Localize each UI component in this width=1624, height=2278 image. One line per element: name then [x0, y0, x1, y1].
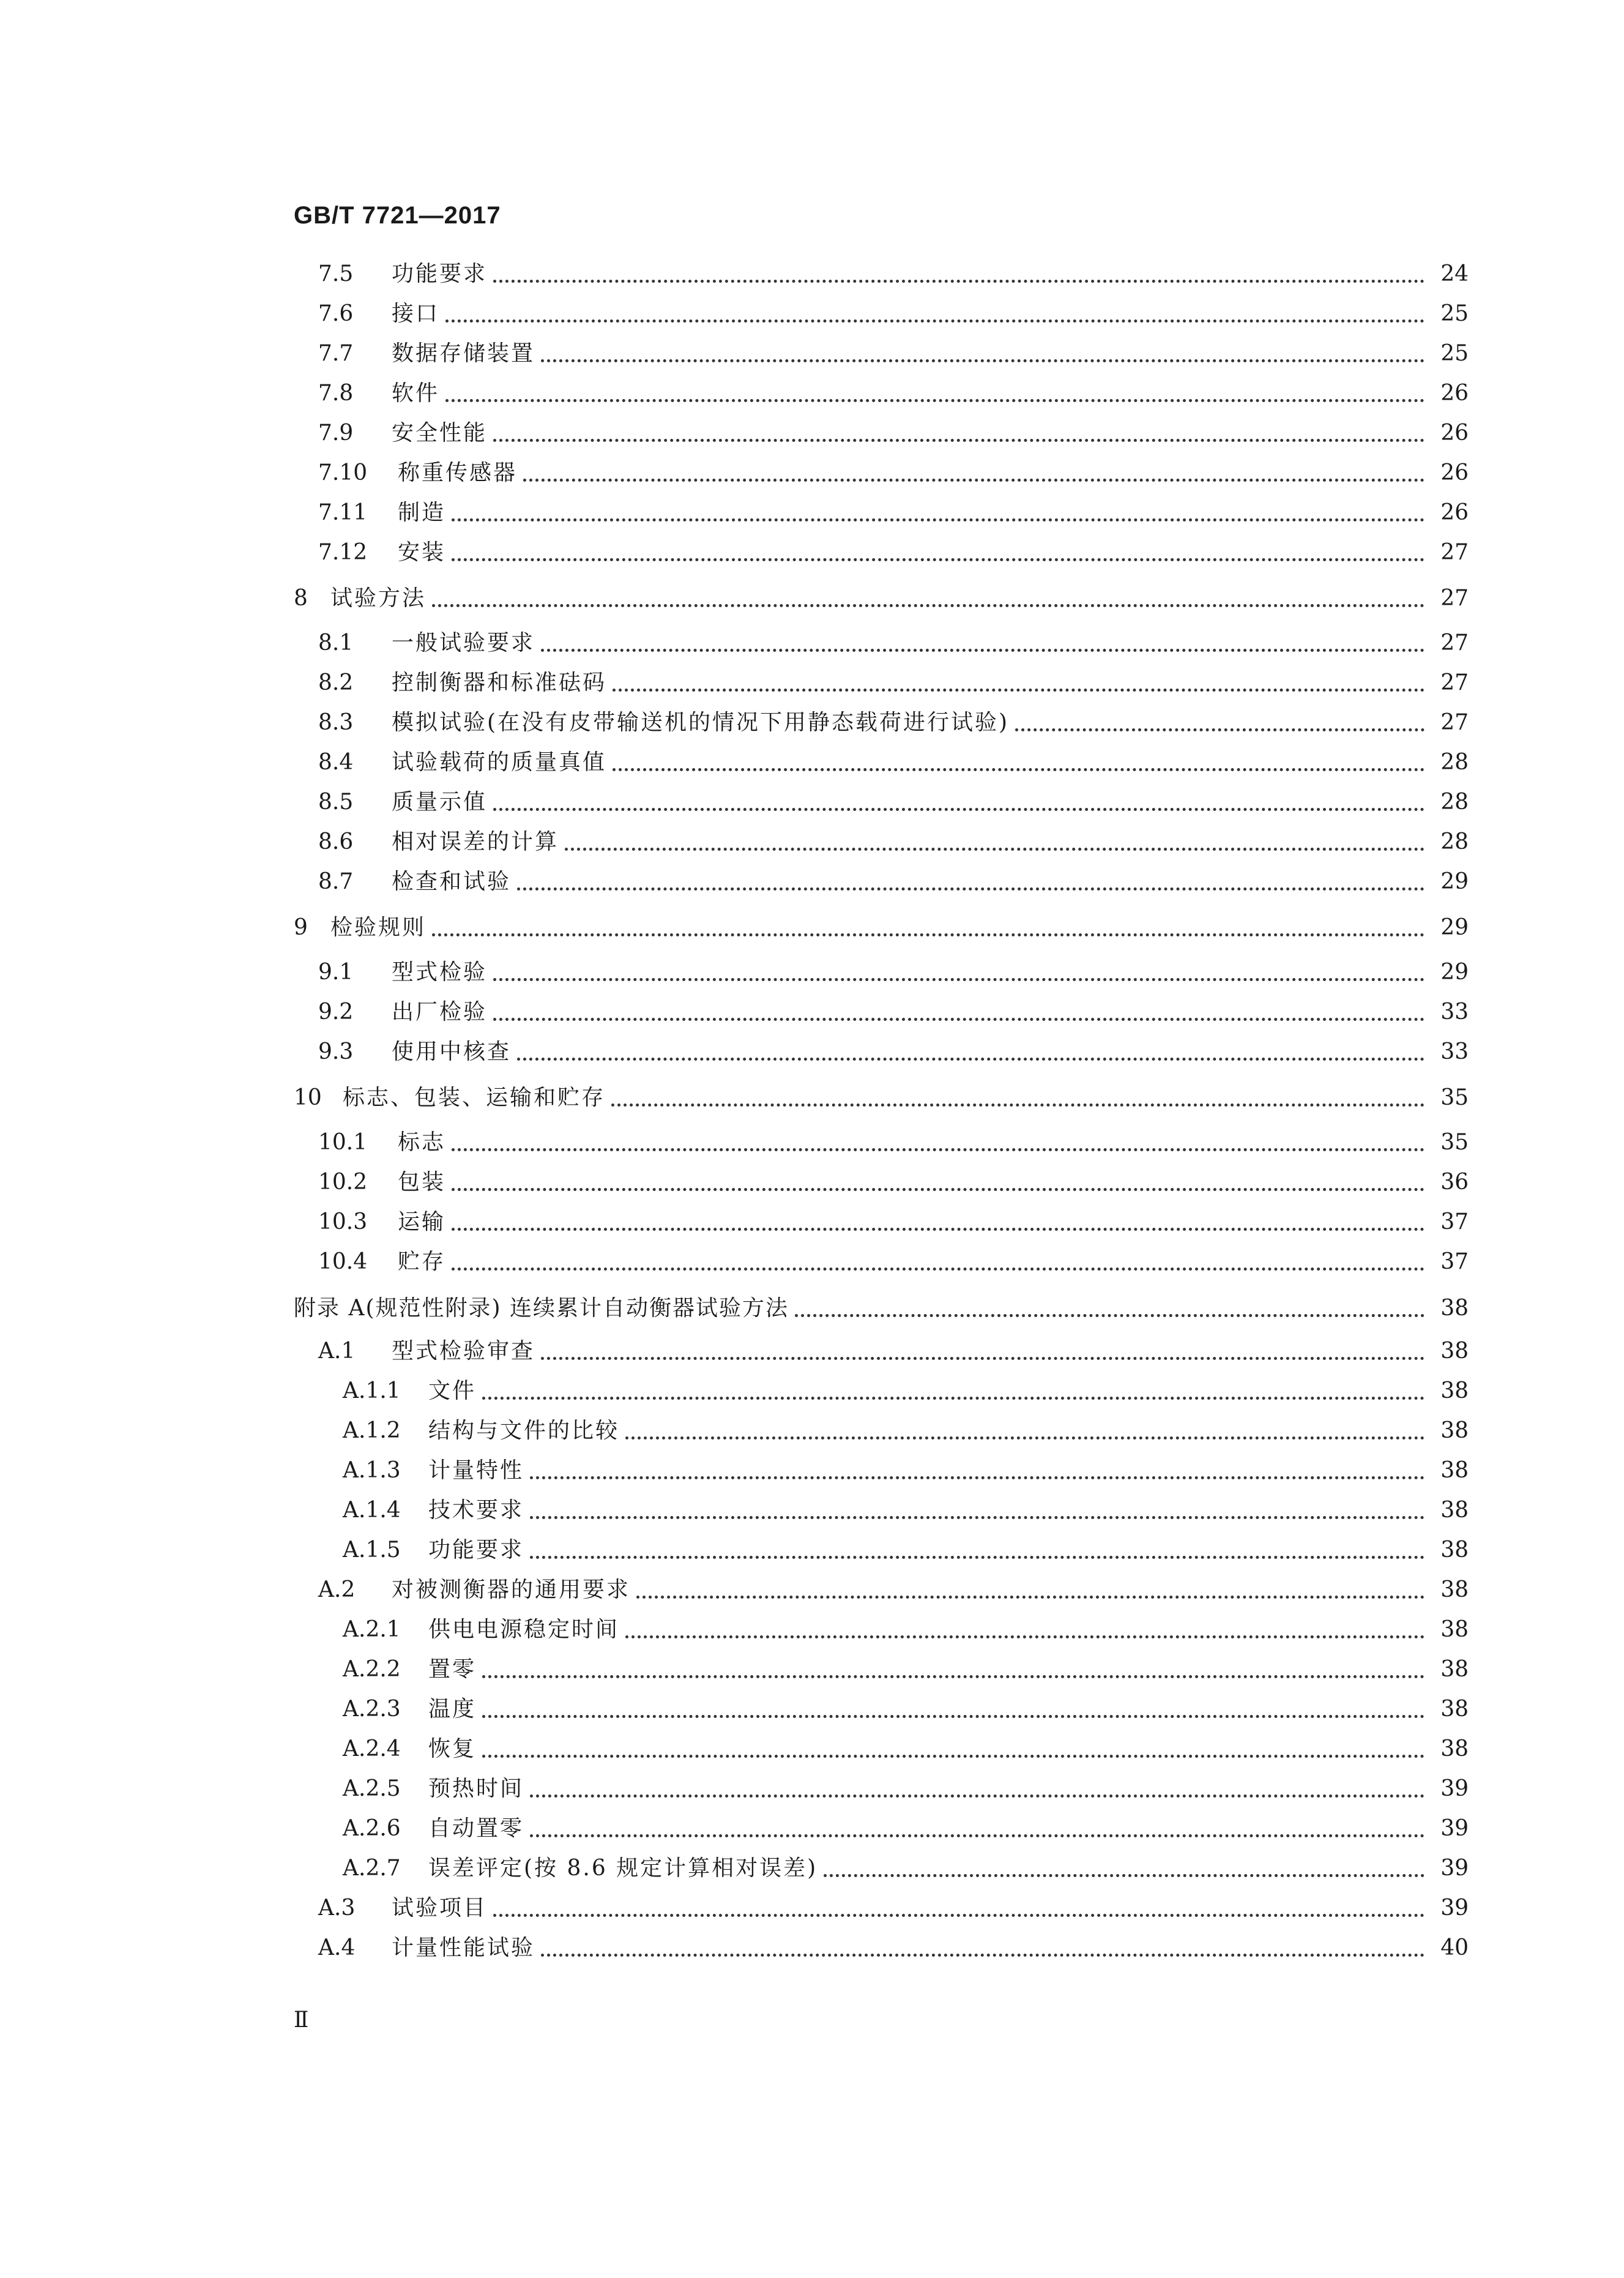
toc-entry-title: 一般试验要求	[392, 630, 535, 655]
toc-entry-page: 35	[1440, 1085, 1469, 1110]
toc-entry-title: 试验方法	[330, 586, 426, 611]
toc-entry-7-5[interactable]	[294, 257, 1469, 291]
toc-entry-7-11[interactable]	[294, 496, 1469, 530]
toc-leader-dots	[432, 604, 1425, 607]
toc-entry-title: 质量示值	[392, 790, 488, 815]
toc-leader-dots	[452, 1268, 1425, 1271]
toc-entry-8[interactable]	[294, 581, 1469, 616]
toc-entry-a-1-5[interactable]	[294, 1533, 1469, 1567]
toc-entry-9-3[interactable]	[294, 1035, 1469, 1069]
toc-entry-number: 8.3	[318, 710, 354, 735]
toc-entry-a-2-7[interactable]	[294, 1851, 1469, 1886]
toc-entry-8-1[interactable]	[294, 626, 1469, 660]
toc-entry-page: 38	[1440, 1736, 1469, 1761]
toc-entry-a-1-4[interactable]	[294, 1493, 1469, 1528]
toc-entry-title: 软件	[392, 381, 440, 406]
toc-entry-number: 7.11	[318, 500, 368, 525]
toc-leader-dots	[530, 1516, 1425, 1519]
toc-entry-title: 预热时间	[428, 1776, 524, 1801]
toc-entry-number: 7.8	[318, 381, 354, 406]
toc-entry-number: 10.2	[318, 1170, 368, 1195]
toc-leader-dots	[445, 399, 1425, 402]
toc-entry-title: (规范性附录) 连续累计自动衡器试验方法	[365, 1296, 789, 1321]
toc-entry-title: 贮存	[398, 1249, 446, 1274]
toc-entry-page: 26	[1440, 381, 1469, 406]
toc-entry-page: 24	[1440, 261, 1469, 286]
toc-leader-dots	[611, 1104, 1425, 1107]
toc-entry-page: 39	[1440, 1895, 1469, 1921]
toc-entry-page: 29	[1440, 960, 1469, 985]
toc-leader-dots	[565, 848, 1425, 851]
toc-entry-page: 28	[1440, 750, 1469, 775]
toc-entry-page: 28	[1440, 790, 1469, 815]
toc-entry-number: 7.6	[318, 301, 354, 326]
toc-leader-dots	[541, 359, 1425, 362]
page-number-footer: Ⅱ	[294, 2007, 309, 2033]
toc-entry-number: 8.1	[318, 630, 354, 655]
toc-entry-8-4[interactable]	[294, 745, 1469, 780]
toc-entry-page: 38	[1440, 1339, 1469, 1364]
toc-entry-10-1[interactable]	[294, 1126, 1469, 1160]
toc-entry-title: 检验规则	[330, 915, 426, 940]
toc-leader-dots	[493, 439, 1425, 442]
toc-leader-dots	[517, 887, 1425, 891]
toc-entry-number: 9.1	[318, 960, 354, 985]
toc-entry-number: A.2.7	[343, 1856, 401, 1881]
toc-leader-dots	[613, 768, 1425, 771]
toc-entry-page: 38	[1440, 1697, 1469, 1722]
toc-entry-page: 40	[1440, 1935, 1469, 1960]
toc-entry-8-5[interactable]	[294, 785, 1469, 820]
toc-entry-page: 39	[1440, 1816, 1469, 1841]
toc-entry-number: 7.7	[318, 341, 354, 366]
toc-entry-7-12[interactable]	[294, 536, 1469, 570]
toc-entry-number: 7.10	[318, 460, 368, 485]
toc-entry-title: 安装	[398, 540, 446, 565]
toc-entry-a-2-2[interactable]	[294, 1652, 1469, 1687]
toc-entry-appendix-a[interactable]	[294, 1291, 1469, 1326]
toc-entry-number: 9.2	[318, 999, 354, 1025]
toc-entry-number: A.2.6	[343, 1816, 401, 1841]
toc-entry-title: 使用中核查	[392, 1039, 512, 1064]
toc-leader-dots	[636, 1596, 1425, 1599]
toc-entry-number: 10	[294, 1085, 322, 1110]
toc-entry-a-2-6[interactable]	[294, 1812, 1469, 1846]
toc-entry-page: 39	[1440, 1856, 1469, 1881]
toc-leader-dots	[530, 1794, 1425, 1798]
toc-entry-number: 8.7	[318, 869, 354, 894]
toc-entry-number: 10.4	[318, 1249, 368, 1274]
toc-entry-page: 27	[1440, 540, 1469, 565]
toc-entry-8-3[interactable]	[294, 706, 1469, 740]
toc-entry-title: 功能要求	[392, 261, 488, 286]
toc-leader-dots	[452, 518, 1425, 521]
toc-leader-dots	[523, 479, 1425, 482]
toc-entry-a-2-4[interactable]	[294, 1732, 1469, 1766]
toc-entry-number: A.1.2	[343, 1418, 401, 1443]
toc-entry-title: 自动置零	[428, 1816, 524, 1841]
toc-entry-title: 控制衡器和标准砝码	[392, 670, 607, 695]
toc-leader-dots	[493, 808, 1425, 811]
toc-entry-number: A.1.5	[343, 1537, 401, 1563]
toc-entry-title: 检查和试验	[392, 869, 512, 894]
toc-entry-number: 9.3	[318, 1039, 354, 1064]
toc-leader-dots	[530, 1834, 1425, 1837]
toc-entry-10[interactable]	[294, 1081, 1469, 1115]
toc-entry-title: 型式检验	[392, 960, 488, 985]
toc-entry-a-2-3[interactable]	[294, 1692, 1469, 1727]
toc-entry-title: 置零	[428, 1657, 477, 1682]
toc-entry-title: 对被测衡器的通用要求	[392, 1577, 631, 1602]
document-code-header: GB/T 7721—2017	[294, 202, 501, 229]
toc-entry-number: A.1	[318, 1339, 356, 1364]
toc-entry-title: 温度	[428, 1697, 477, 1722]
toc-entry-number: 10.1	[318, 1130, 368, 1155]
toc-entry-page: 35	[1440, 1130, 1469, 1155]
toc-entry-number: 7.5	[318, 261, 354, 286]
toc-leader-dots	[452, 1188, 1425, 1191]
toc-entry-title: 模拟试验(在没有皮带输送机的情况下用静态载荷进行试验)	[392, 710, 1010, 735]
toc-leader-dots	[541, 649, 1425, 652]
toc-entry-number: 9	[294, 915, 308, 940]
toc-entry-number: 8.5	[318, 790, 354, 815]
toc-entry-number: A.3	[318, 1895, 356, 1921]
toc-entry-title: 技术要求	[428, 1498, 524, 1523]
toc-entry-7-7[interactable]	[294, 337, 1469, 371]
toc-entry-page: 37	[1440, 1249, 1469, 1274]
toc-entry-title: 标志	[398, 1130, 446, 1155]
toc-entry-page: 33	[1440, 1039, 1469, 1064]
toc-entry-title: 结构与文件的比较	[428, 1418, 620, 1443]
toc-entry-title: 试验载荷的质量真值	[392, 750, 607, 775]
toc-entry-number: 8	[294, 586, 308, 611]
toc-entry-number: A.1.3	[343, 1458, 401, 1483]
toc-entry-page: 27	[1440, 586, 1469, 611]
toc-entry-number: 8.4	[318, 750, 354, 775]
toc-leader-dots	[795, 1314, 1425, 1317]
toc-entry-title: 相对误差的计算	[392, 829, 559, 854]
toc-entry-a-3[interactable]	[294, 1891, 1469, 1925]
toc-entry-number: A.2	[318, 1577, 356, 1602]
toc-entry-page: 37	[1440, 1209, 1469, 1234]
toc-entry-title: 数据存储装置	[392, 341, 535, 366]
toc-leader-dots	[432, 933, 1425, 936]
toc-entry-number: 10.3	[318, 1209, 368, 1234]
toc-leader-dots	[482, 1715, 1425, 1718]
toc-entry-number: 7.9	[318, 420, 354, 446]
toc-entry-title: 接口	[392, 301, 440, 326]
toc-entry-page: 28	[1440, 829, 1469, 854]
toc-entry-title: 标志、包装、运输和贮存	[343, 1085, 606, 1110]
toc-entry-7-10[interactable]	[294, 456, 1469, 490]
toc-entry-page: 26	[1440, 460, 1469, 485]
toc-entry-number: 附录 A	[294, 1296, 366, 1321]
toc-leader-dots	[493, 978, 1425, 981]
toc-leader-dots	[493, 1018, 1425, 1021]
toc-entry-title: 计量性能试验	[392, 1935, 535, 1960]
toc-entry-page: 38	[1440, 1418, 1469, 1443]
toc-leader-dots	[824, 1874, 1425, 1877]
toc-entry-a-2-1[interactable]	[294, 1613, 1469, 1647]
toc-leader-dots	[452, 1228, 1425, 1231]
toc-entry-a-1[interactable]	[294, 1334, 1469, 1369]
toc-entry-9-2[interactable]	[294, 995, 1469, 1029]
toc-entry-page: 38	[1440, 1617, 1469, 1642]
toc-entry-number: A.2.3	[343, 1697, 401, 1722]
toc-entry-8-2[interactable]	[294, 666, 1469, 700]
toc-entry-title: 文件	[428, 1378, 477, 1403]
toc-entry-title: 供电电源稳定时间	[428, 1617, 620, 1642]
toc-leader-dots	[482, 1755, 1425, 1758]
toc-entry-number: A.1.4	[343, 1498, 401, 1523]
toc-entry-page: 26	[1440, 420, 1469, 446]
toc-entry-9-1[interactable]	[294, 955, 1469, 990]
toc-entry-title: 恢复	[428, 1736, 477, 1761]
toc-leader-dots	[482, 1397, 1425, 1400]
toc-entry-page: 29	[1440, 869, 1469, 894]
toc-entry-10-2[interactable]	[294, 1165, 1469, 1200]
toc-entry-page: 29	[1440, 915, 1469, 940]
toc-entry-title: 称重传感器	[398, 460, 518, 485]
toc-entry-10-3[interactable]	[294, 1205, 1469, 1239]
toc-entry-a-4[interactable]	[294, 1931, 1469, 1965]
toc-entry-page: 27	[1440, 630, 1469, 655]
toc-entry-page: 38	[1440, 1458, 1469, 1483]
toc-entry-page: 25	[1440, 341, 1469, 366]
toc-entry-page: 38	[1440, 1378, 1469, 1403]
toc-entry-9[interactable]	[294, 911, 1469, 945]
toc-entry-title: 计量特性	[428, 1458, 524, 1483]
toc-entry-8-7[interactable]	[294, 865, 1469, 899]
toc-leader-dots	[530, 1556, 1425, 1559]
toc-entry-title: 制造	[398, 500, 446, 525]
toc-entry-title: 型式检验审查	[392, 1339, 535, 1364]
toc-leader-dots	[493, 280, 1425, 283]
toc-entry-number: A.2.5	[343, 1776, 401, 1801]
toc-entry-number: 7.12	[318, 540, 368, 565]
toc-entry-page: 25	[1440, 301, 1469, 326]
toc-leader-dots	[482, 1675, 1425, 1678]
toc-entry-page: 27	[1440, 710, 1469, 735]
toc-leader-dots	[613, 689, 1425, 692]
toc-leader-dots	[452, 558, 1425, 561]
toc-leader-dots	[530, 1476, 1425, 1479]
toc-entry-title: 误差评定(按 8.6 规定计算相对误差)	[428, 1856, 818, 1881]
toc-entry-7-8[interactable]	[294, 376, 1469, 411]
toc-entry-a-1-3[interactable]	[294, 1454, 1469, 1488]
toc-leader-dots	[493, 1914, 1425, 1917]
toc-entry-7-6[interactable]	[294, 297, 1469, 331]
toc-entry-number: A.2.2	[343, 1657, 401, 1682]
toc-entry-page: 38	[1440, 1657, 1469, 1682]
toc-entry-number: A.1.1	[343, 1378, 401, 1403]
toc-entry-page: 38	[1440, 1537, 1469, 1563]
toc-leader-dots	[445, 319, 1425, 323]
toc-entry-7-9[interactable]	[294, 416, 1469, 450]
toc-entry-page: 36	[1440, 1170, 1469, 1195]
toc-leader-dots	[517, 1058, 1425, 1061]
toc-entry-a-1-2[interactable]	[294, 1414, 1469, 1448]
toc-leader-dots	[1015, 728, 1425, 731]
toc-entry-title: 功能要求	[428, 1537, 524, 1563]
toc-entry-page: 39	[1440, 1776, 1469, 1801]
toc-leader-dots	[541, 1954, 1425, 1957]
toc-entry-title: 安全性能	[392, 420, 488, 446]
toc-leader-dots	[452, 1148, 1425, 1151]
toc-entry-title: 运输	[398, 1209, 446, 1234]
toc-entry-page: 26	[1440, 500, 1469, 525]
toc-leader-dots	[625, 1635, 1425, 1638]
toc-entry-a-2-5[interactable]	[294, 1772, 1469, 1806]
toc-entry-8-6[interactable]	[294, 825, 1469, 859]
toc-entry-page: 38	[1440, 1498, 1469, 1523]
toc-entry-page: 27	[1440, 670, 1469, 695]
toc-leader-dots	[625, 1436, 1425, 1440]
toc-entry-a-1-1[interactable]	[294, 1374, 1469, 1408]
toc-entry-page: 38	[1440, 1577, 1469, 1602]
toc-entry-page: 33	[1440, 999, 1469, 1025]
toc-entry-title: 试验项目	[392, 1895, 488, 1921]
toc-entry-number: A.2.4	[343, 1736, 401, 1761]
toc-entry-number: A.2.1	[343, 1617, 401, 1642]
toc-entry-number: 8.6	[318, 829, 354, 854]
toc-entry-number: 8.2	[318, 670, 354, 695]
toc-entry-page: 38	[1440, 1296, 1469, 1321]
toc-entry-10-4[interactable]	[294, 1245, 1469, 1279]
toc-entry-number: A.4	[318, 1935, 356, 1960]
toc-leader-dots	[541, 1357, 1425, 1360]
toc-entry-a-2[interactable]	[294, 1573, 1469, 1607]
toc-entry-title: 出厂检验	[392, 999, 488, 1025]
toc-entry-title: 包装	[398, 1170, 446, 1195]
